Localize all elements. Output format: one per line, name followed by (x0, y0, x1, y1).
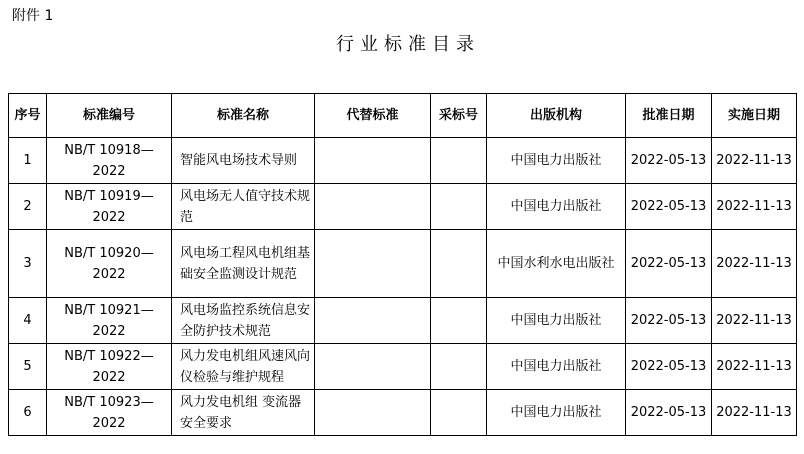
cell-replaces (315, 344, 431, 390)
table-row (9, 390, 797, 436)
header-seq: 序号 (9, 94, 47, 138)
cell-approval-date: 2022-05-13 (626, 230, 712, 298)
cell-effective-date: 2022-11-13 (712, 230, 797, 298)
header-adopted: 采标号 (431, 94, 487, 138)
table-row (9, 298, 797, 344)
cell-code: NB/T 10923—2022 (47, 390, 172, 436)
cell-name: 风电场工程风电机组基础安全监测设计规范 (172, 230, 315, 298)
cell-publisher: 中国电力出版社 (487, 390, 626, 436)
cell-adopted (431, 138, 487, 184)
cell-replaces (315, 184, 431, 230)
cell-seq: 3 (9, 230, 47, 298)
cell-approval-date: 2022-05-13 (626, 344, 712, 390)
cell-replaces (315, 298, 431, 344)
header-name: 标准名称 (172, 94, 315, 138)
table-row (9, 138, 797, 184)
header-approval-date: 批准日期 (626, 94, 712, 138)
attachment-label: 附件 1 (12, 8, 54, 24)
cell-effective-date: 2022-11-13 (712, 298, 797, 344)
cell-approval-date: 2022-05-13 (626, 298, 712, 344)
cell-code: NB/T 10920—2022 (47, 230, 172, 298)
cell-seq: 6 (9, 390, 47, 436)
cell-effective-date: 2022-11-13 (712, 390, 797, 436)
cell-approval-date: 2022-05-13 (626, 138, 712, 184)
cell-effective-date: 2022-11-13 (712, 138, 797, 184)
cell-publisher: 中国水利水电出版社 (487, 230, 626, 298)
cell-adopted (431, 298, 487, 344)
header-effective-date: 实施日期 (712, 94, 797, 138)
cell-replaces (315, 230, 431, 298)
cell-name: 智能风电场技术导则 (172, 138, 315, 184)
table-row (9, 344, 797, 390)
cell-publisher: 中国电力出版社 (487, 184, 626, 230)
cell-publisher: 中国电力出版社 (487, 344, 626, 390)
cell-seq: 2 (9, 184, 47, 230)
cell-replaces (315, 390, 431, 436)
cell-code: NB/T 10922—2022 (47, 344, 172, 390)
cell-replaces (315, 138, 431, 184)
cell-approval-date: 2022-05-13 (626, 184, 712, 230)
cell-name: 风力发电机组风速风向仪检验与维护规程 (172, 344, 315, 390)
table-row (9, 230, 797, 298)
cell-adopted (431, 230, 487, 298)
page-title: 行业标准目录 (336, 34, 480, 55)
cell-approval-date: 2022-05-13 (626, 390, 712, 436)
cell-code: NB/T 10921—2022 (47, 298, 172, 344)
cell-adopted (431, 344, 487, 390)
cell-code: NB/T 10919—2022 (47, 184, 172, 230)
cell-name: 风电场监控系统信息安全防护技术规范 (172, 298, 315, 344)
cell-name: 风电场无人值守技术规范 (172, 184, 315, 230)
cell-adopted (431, 390, 487, 436)
header-publisher: 出版机构 (487, 94, 626, 138)
cell-effective-date: 2022-11-13 (712, 184, 797, 230)
cell-adopted (431, 184, 487, 230)
cell-seq: 4 (9, 298, 47, 344)
header-code: 标准编号 (47, 94, 172, 138)
cell-code: NB/T 10918—2022 (47, 138, 172, 184)
cell-effective-date: 2022-11-13 (712, 344, 797, 390)
table-header-row (9, 94, 797, 138)
cell-name: 风力发电机组 变流器安全要求 (172, 390, 315, 436)
cell-seq: 5 (9, 344, 47, 390)
cell-seq: 1 (9, 138, 47, 184)
standards-table (8, 93, 797, 436)
cell-publisher: 中国电力出版社 (487, 298, 626, 344)
cell-publisher: 中国电力出版社 (487, 138, 626, 184)
header-replaces: 代替标准 (315, 94, 431, 138)
table-row (9, 184, 797, 230)
